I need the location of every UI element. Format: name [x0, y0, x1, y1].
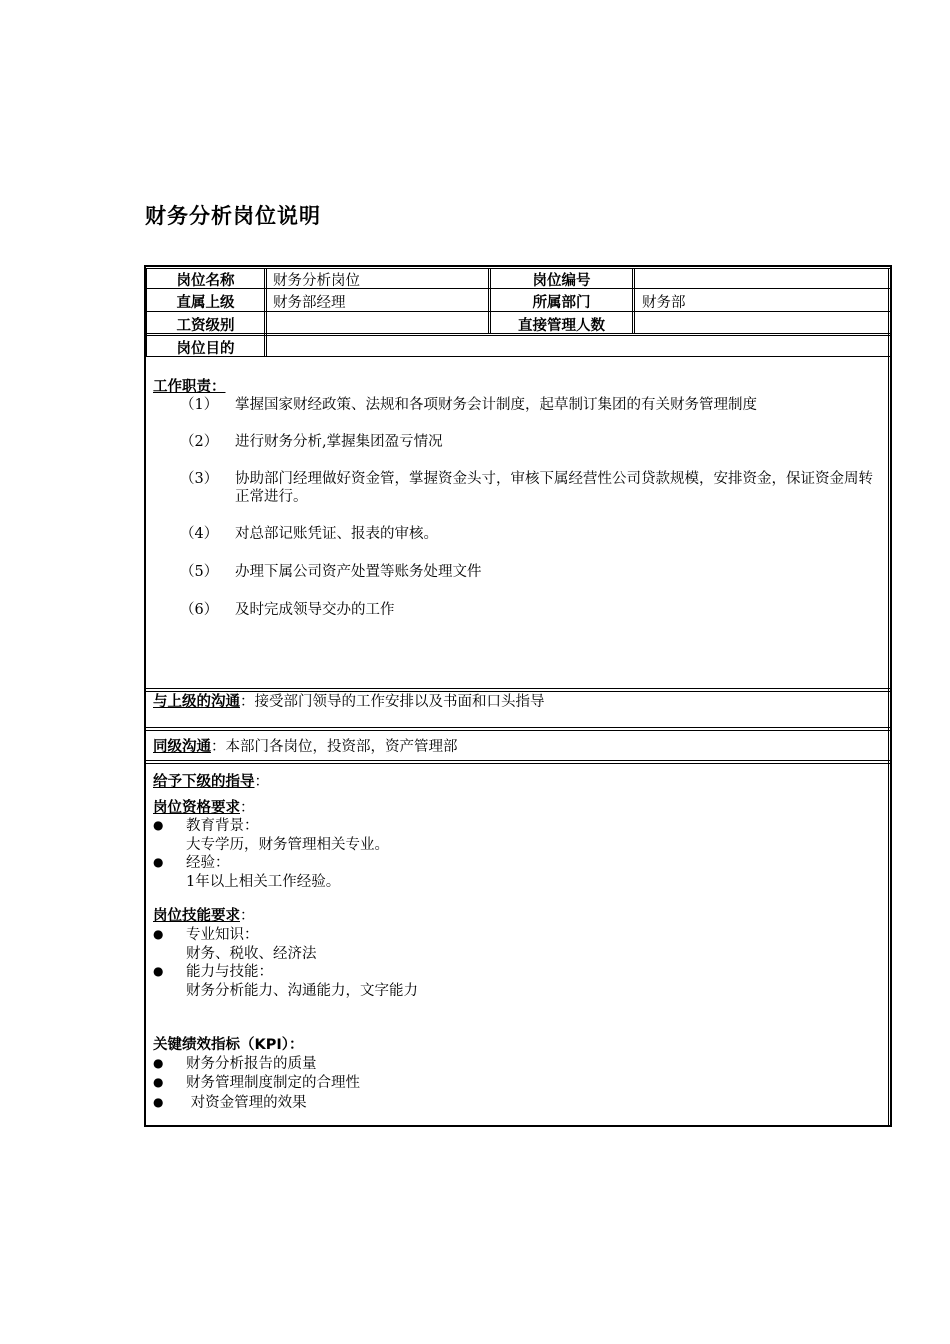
duty-text: 进行财务分析,掌握集团盈亏情况 [235, 434, 443, 450]
duty-number: （6） [180, 602, 219, 618]
bullet-icon: ● [153, 964, 164, 978]
duty-text: 掌握国家财经政策、法规和各项财务会计制度，起草制订集团的有关财务管理制度 [235, 397, 757, 413]
skills-heading: 岗位技能要求 [153, 908, 240, 924]
duty-text: 协助部门经理做好资金管，掌握资金头寸，审核下属经营性公司贷款规模，安排资金，保证资金周转正常进行。 [235, 471, 873, 505]
duties-heading: 工作职责： [153, 379, 226, 395]
table-rule [488, 268, 489, 333]
table-rule [145, 688, 890, 689]
managed-count-label: 直接管理人数 [518, 318, 605, 334]
table-rule [888, 268, 889, 1126]
upward-heading: 与上级的沟通 [153, 694, 240, 710]
skills-section [153, 907, 255, 925]
qualification-label: 经验： [186, 855, 230, 871]
department-value: 财务部 [642, 295, 686, 311]
upward-communication [153, 693, 545, 711]
subordinate-heading: 给予下级的指导 [153, 774, 255, 790]
table-rule [632, 268, 633, 333]
upward-text: ：接受部门领导的工作安排以及书面和口头指导 [240, 694, 545, 710]
bullet-icon: ● [153, 927, 164, 941]
table-rule [145, 691, 890, 692]
duty-number: （5） [180, 564, 219, 580]
qualification-detail: 1年以上相关工作经验。 [186, 874, 341, 890]
duty-item [180, 396, 875, 414]
bullet-icon: ● [153, 1075, 164, 1089]
duty-text: 对总部记账凭证、报表的审核。 [235, 526, 438, 542]
bullet-icon: ● [153, 818, 164, 832]
duty-text: 办理下属公司资产处置等账务处理文件 [235, 564, 482, 580]
qualifications-section [153, 799, 255, 817]
qualifications-colon: ： [240, 800, 255, 816]
bullet-icon: ● [153, 1056, 164, 1070]
kpi-item: 财务分析报告的质量 [186, 1056, 317, 1072]
skill-detail: 财务分析能力、沟通能力，文字能力 [186, 983, 418, 999]
table-rule [634, 268, 635, 333]
duty-number: （4） [180, 526, 219, 542]
peer-communication [153, 738, 458, 756]
table-rule [145, 763, 890, 764]
position-number-label: 岗位编号 [532, 273, 591, 289]
kpi-item: 财务管理制度制定的合理性 [186, 1075, 360, 1091]
duty-number: （2） [180, 434, 219, 450]
table-rule [145, 730, 890, 731]
position-name-value: 财务分析岗位 [273, 273, 360, 289]
kpi-heading: 关键绩效指标（KPI）： [153, 1037, 304, 1053]
duty-item [180, 470, 875, 506]
duty-item [180, 563, 875, 581]
peer-text: ：本部门各岗位，投资部，资产管理部 [211, 739, 458, 755]
superior-value: 财务部经理 [273, 295, 346, 311]
duty-item [180, 601, 875, 619]
duty-item [180, 525, 875, 543]
skill-label: 专业知识： [186, 927, 259, 943]
skill-detail: 财务、税收、经济法 [186, 946, 317, 962]
qualification-label: 教育背景： [186, 818, 259, 834]
document-title: 财务分析岗位说明 [145, 204, 321, 228]
skills-colon: ： [240, 908, 255, 924]
department-label: 所属部门 [532, 295, 591, 311]
peer-heading: 同级沟通 [153, 739, 211, 755]
subordinate-guidance [153, 773, 269, 791]
table-rule [145, 335, 890, 336]
kpi-item: 对资金管理的效果 [186, 1095, 307, 1111]
duty-item [180, 433, 875, 451]
salary-level-label: 工资级别 [176, 318, 235, 334]
bullet-icon: ● [153, 855, 164, 869]
skill-label: 能力与技能： [186, 964, 273, 980]
table-rule [264, 268, 265, 356]
position-purpose-label: 岗位目的 [176, 341, 235, 357]
table-rule [266, 268, 267, 356]
qualification-detail: 大专学历，财务管理相关专业。 [186, 837, 389, 853]
table-rule [145, 727, 890, 728]
duty-text: 及时完成领导交办的工作 [235, 602, 395, 618]
duty-number: （1） [180, 397, 219, 413]
position-name-label: 岗位名称 [176, 273, 235, 289]
qualifications-heading: 岗位资格要求 [153, 800, 240, 816]
duty-number: （3） [180, 471, 219, 487]
table-rule [145, 760, 890, 761]
subordinate-text: ： [254, 774, 269, 790]
superior-label: 直属上级 [176, 295, 235, 311]
bullet-icon: ● [153, 1095, 164, 1109]
